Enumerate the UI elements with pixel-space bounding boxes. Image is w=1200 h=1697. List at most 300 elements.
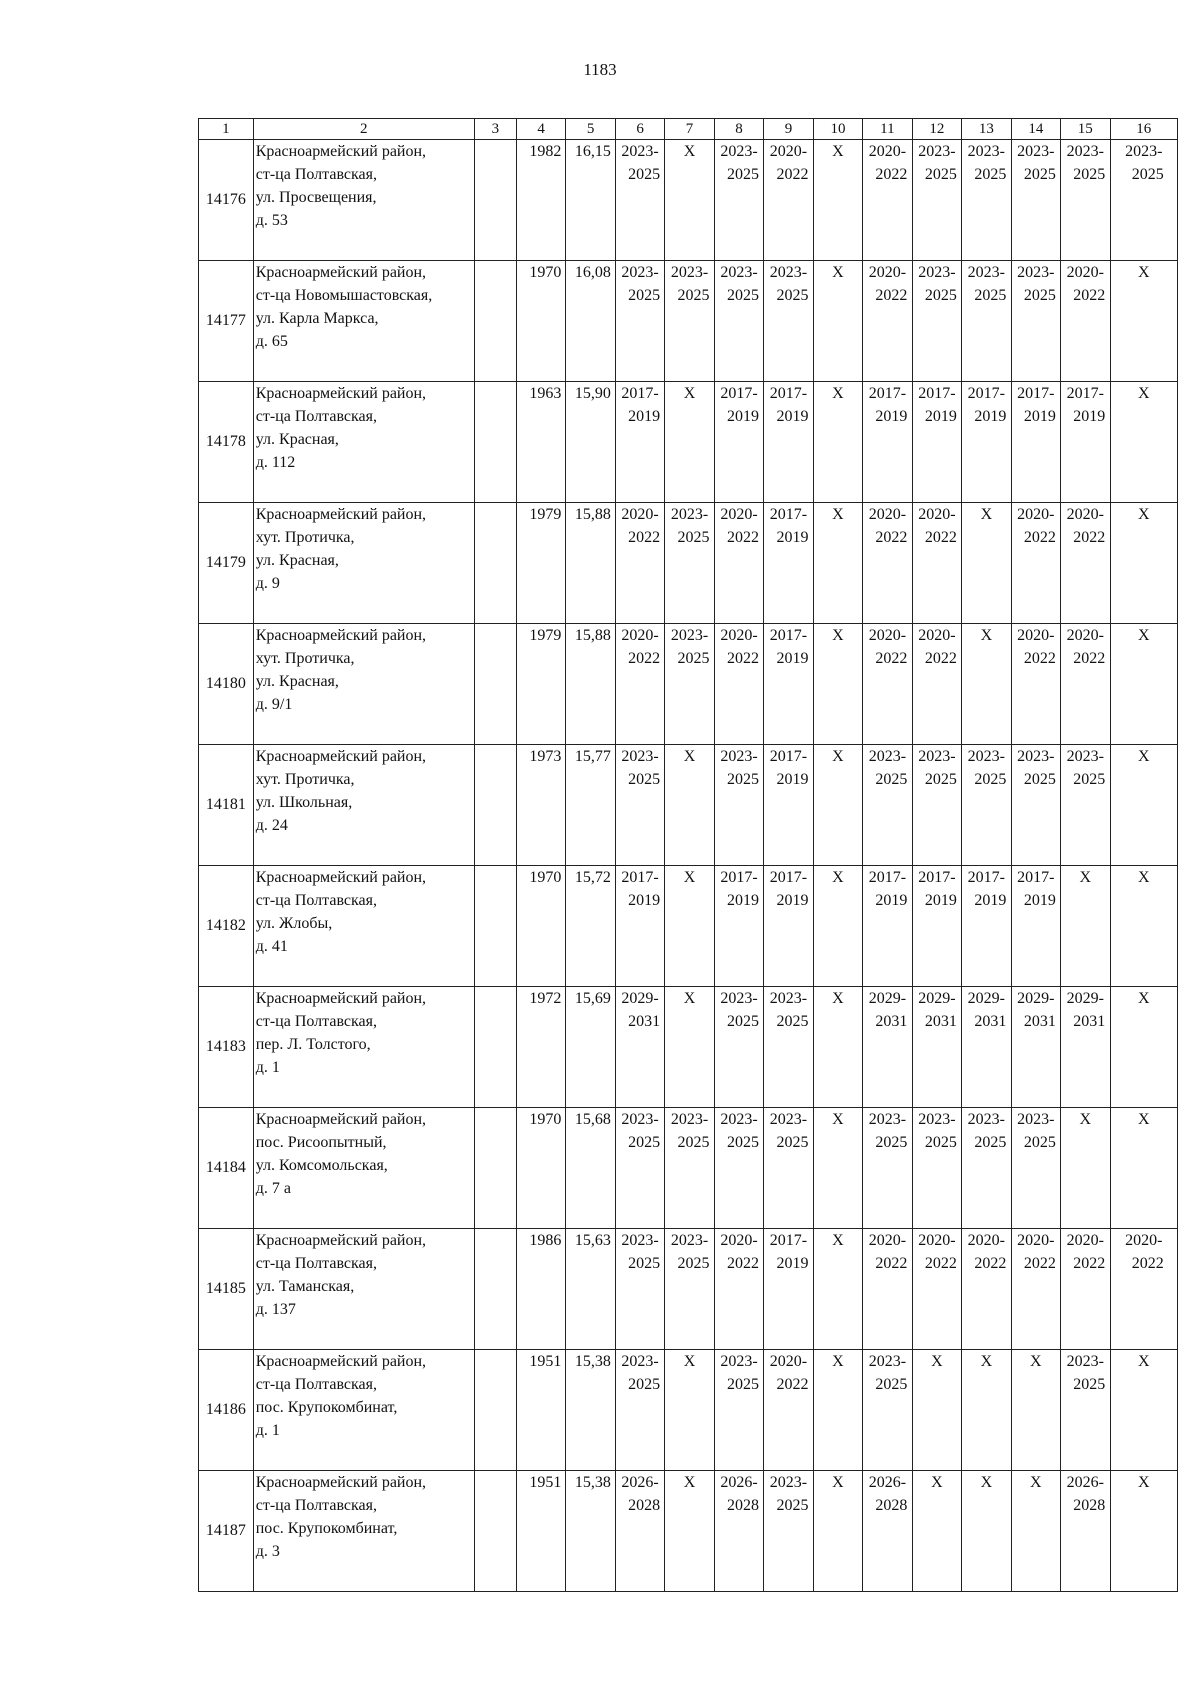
record-number-cell: 14176 [199,140,254,261]
period-cell [764,866,813,987]
period-start: X [1137,385,1150,402]
address-line: д. 53 [255,212,288,229]
period-end: 2022 [924,529,957,546]
empty-cell [474,1471,516,1592]
address-line: д. 112 [255,454,296,471]
period-end: 2028 [727,1497,759,1514]
empty-cell [474,140,516,261]
period-start: 2020- [967,1232,1005,1249]
table-row [199,624,1178,745]
period-end: 2019 [924,408,957,425]
period-end: 2019 [875,892,908,909]
period-start: 2023- [720,143,758,160]
period-cell [764,1350,813,1471]
address-line: д. 9/1 [255,696,293,713]
period-cell [665,382,714,503]
record-number-cell: 14177 [199,261,254,382]
period-cell [714,1350,763,1471]
period-cell [863,987,912,1108]
period-start: 2023- [720,1111,758,1128]
address-line: Красноармейский район, [255,143,427,160]
period-cell [962,624,1011,745]
period-start: 2026- [1066,1474,1104,1491]
column-number-cell: 7 [665,119,714,140]
period-cell [912,382,961,503]
period-start: X [1137,264,1150,281]
period-start: X [1137,506,1150,523]
address-line: Красноармейский район, [255,869,427,886]
period-start: 2023- [918,1111,956,1128]
period-start: X [1137,1474,1150,1491]
period-start: 2029- [1017,990,1055,1007]
address-cell [253,745,474,866]
address-cell [253,261,474,382]
period-start: 2017- [1066,385,1104,402]
address-line: Красноармейский район, [255,1474,427,1491]
period-start: 2020- [918,506,956,523]
period-cell [813,866,862,987]
period-cell [665,140,714,261]
period-start: 2023- [769,264,808,281]
empty-cell [474,1229,516,1350]
period-start: 2023- [967,143,1005,160]
period-start: 2020- [1125,1232,1163,1249]
value-cell: 15,63 [566,1229,615,1350]
period-end: 2025 [1023,287,1056,304]
period-end: 2025 [776,1497,809,1514]
period-cell [665,261,714,382]
period-cell [615,382,664,503]
period-cell [1061,261,1110,382]
record-number-cell: 14180 [199,624,254,745]
period-start: 2023- [720,1353,758,1370]
address-cell [253,624,474,745]
period-start: X [980,627,993,644]
address-line: Красноармейский район, [255,506,427,523]
column-number-cell: 5 [566,119,615,140]
period-cell [962,1229,1011,1350]
period-cell [962,745,1011,866]
period-cell [912,866,961,987]
period-cell [962,261,1011,382]
column-number-cell: 9 [764,119,813,140]
period-start: 2020- [1066,1232,1104,1249]
period-start: 2017- [769,627,808,644]
period-start: 2023- [720,748,758,765]
period-start: X [1030,1353,1042,1370]
period-start: 2017- [918,385,956,402]
period-cell [1061,1229,1110,1350]
period-cell [1011,1350,1060,1471]
period-start: X [1137,1111,1150,1128]
period-cell [912,1229,961,1350]
period-cell [813,382,862,503]
build-year-cell: 1979 [516,503,565,624]
period-end: 2025 [776,1134,809,1151]
address-line: хут. Протичка, [255,650,355,667]
period-cell [665,745,714,866]
record-number-cell: 14182 [199,866,254,987]
period-end: 2025 [727,1376,759,1393]
period-start: 2020- [720,627,758,644]
period-end: 2022 [1073,287,1106,304]
period-start: 2020- [868,506,907,523]
period-end: 2025 [628,287,661,304]
table-row [199,1350,1178,1471]
period-start: X [832,1474,844,1491]
table-row [199,987,1178,1108]
period-end: 2025 [727,1013,759,1030]
column-number-cell: 8 [714,119,763,140]
period-end: 2022 [776,1376,809,1393]
period-start: 2026- [720,1474,758,1491]
period-start: X [832,990,844,1007]
period-cell [1110,1108,1177,1229]
period-end: 2028 [1073,1497,1106,1514]
period-start: 2023- [621,1232,659,1249]
period-start: X [683,1474,696,1491]
record-number-cell: 14179 [199,503,254,624]
period-end: 2025 [875,1376,908,1393]
period-start: 2020- [720,506,758,523]
period-end: 2022 [727,1255,759,1272]
period-end: 2025 [924,166,957,183]
column-number-cell: 2 [253,119,474,140]
period-end: 2022 [924,650,957,667]
period-end: 2022 [1023,1255,1056,1272]
address-line: д. 41 [255,938,288,955]
period-end: 2025 [727,287,759,304]
column-number-row [199,119,1178,140]
period-cell [764,503,813,624]
period-start: 2029- [868,990,907,1007]
period-end: 2025 [924,771,957,788]
period-cell [714,745,763,866]
period-cell [863,1350,912,1471]
period-cell [813,261,862,382]
period-start: X [832,869,844,886]
build-year-cell: 1979 [516,624,565,745]
period-cell [1011,1471,1060,1592]
period-start: 2023- [769,1111,808,1128]
build-year-cell: 1982 [516,140,565,261]
period-start: 2023- [670,264,709,281]
period-cell [962,503,1011,624]
period-start: X [683,869,696,886]
table-row [199,503,1178,624]
period-start: 2017- [769,1232,808,1249]
period-cell [1011,745,1060,866]
period-cell [665,624,714,745]
address-line: ст-ца Полтавская, [255,892,377,909]
period-cell [813,745,862,866]
record-number-cell: 14181 [199,745,254,866]
period-cell [714,866,763,987]
record-number-cell: 14178 [199,382,254,503]
period-cell [912,624,961,745]
address-line: ст-ца Полтавская, [255,408,377,425]
period-start: 2023- [1017,143,1055,160]
table-row [199,1108,1178,1229]
period-start: 2020- [868,1232,907,1249]
period-start: 2029- [967,990,1005,1007]
empty-cell [474,382,516,503]
address-line: ст-ца Полтавская, [255,1497,377,1514]
build-year-cell: 1970 [516,866,565,987]
period-start: X [1030,1474,1042,1491]
period-start: 2020- [720,1232,758,1249]
address-line: д. 137 [255,1301,296,1318]
period-cell [1110,1471,1177,1592]
period-start: 2023- [1017,1111,1055,1128]
address-line: ст-ца Полтавская, [255,166,377,183]
period-end: 2022 [974,1255,1007,1272]
value-cell: 15,69 [566,987,615,1108]
period-start: 2020- [621,627,659,644]
period-cell [863,745,912,866]
value-cell: 15,88 [566,624,615,745]
period-start: 2023- [967,1111,1005,1128]
column-number-cell: 13 [962,119,1011,140]
build-year-cell: 1951 [516,1471,565,1592]
period-start: 2029- [1066,990,1104,1007]
period-end: 2022 [875,1255,908,1272]
period-cell [714,1108,763,1229]
period-start: 2020- [769,1353,808,1370]
period-cell [615,1471,664,1592]
period-start: X [1137,627,1150,644]
period-cell [1110,503,1177,624]
period-end: 2028 [875,1497,908,1514]
value-cell: 15,68 [566,1108,615,1229]
period-start: X [832,748,844,765]
period-end: 2025 [974,166,1007,183]
period-start: 2023- [918,143,956,160]
address-line: ст-ца Полтавская, [255,1255,377,1272]
address-cell [253,987,474,1108]
address-line: ул. Красная, [255,673,339,690]
period-cell [813,1350,862,1471]
period-start: 2020- [1017,627,1055,644]
period-end: 2031 [974,1013,1007,1030]
period-cell [665,866,714,987]
period-start: 2026- [868,1474,907,1491]
period-start: 2023- [621,1353,659,1370]
period-cell [1110,987,1177,1108]
period-cell [1061,987,1110,1108]
period-end: 2022 [1073,650,1106,667]
period-start: 2020- [868,264,907,281]
period-cell [665,503,714,624]
address-line: пос. Крупокомбинат, [255,1399,398,1416]
address-cell [253,1108,474,1229]
address-line: пос. Крупокомбинат, [255,1520,398,1537]
period-cell [1061,624,1110,745]
period-end: 2025 [974,287,1007,304]
address-cell [253,1471,474,1592]
period-end: 2019 [924,892,957,909]
period-cell [615,866,664,987]
period-end: 2025 [974,771,1007,788]
period-end: 2019 [727,892,759,909]
period-cell [615,140,664,261]
column-number-cell: 4 [516,119,565,140]
period-end: 2022 [776,166,809,183]
period-cell [714,624,763,745]
column-number-cell: 1 [199,119,254,140]
period-end: 2025 [1023,166,1056,183]
period-start: 2020- [1066,264,1104,281]
period-end: 2019 [776,650,809,667]
period-end: 2025 [628,1134,661,1151]
address-line: Красноармейский район, [255,1111,427,1128]
record-number-cell: 14187 [199,1471,254,1592]
address-line: пос. Рисоопытный, [255,1134,387,1151]
period-start: 2017- [621,869,659,886]
period-end: 2019 [628,408,661,425]
period-start: X [1079,869,1092,886]
period-start: 2017- [918,869,956,886]
address-line: хут. Протичка, [255,529,355,546]
period-start: 2017- [720,385,758,402]
period-start: X [980,1474,993,1491]
period-start: 2017- [769,506,808,523]
period-cell [1061,745,1110,866]
period-start: 2020- [918,1232,956,1249]
period-cell [1011,987,1060,1108]
period-start: X [980,506,993,523]
period-end: 2031 [1073,1013,1106,1030]
period-end: 2019 [974,892,1007,909]
period-end: 2022 [875,529,908,546]
empty-cell [474,1108,516,1229]
period-start: X [832,1232,844,1249]
period-start: 2023- [1066,1353,1104,1370]
period-end: 2028 [628,1497,661,1514]
period-end: 2025 [924,1134,957,1151]
period-cell [764,1229,813,1350]
period-cell [912,1471,961,1592]
empty-cell [474,261,516,382]
period-end: 2019 [776,408,809,425]
period-start: X [832,506,844,523]
period-end: 2031 [875,1013,908,1030]
period-end: 2025 [727,771,759,788]
period-end: 2019 [974,408,1007,425]
period-start: 2017- [1017,869,1055,886]
period-cell [863,503,912,624]
period-cell [764,745,813,866]
column-number-cell: 14 [1011,119,1060,140]
period-start: X [1079,1111,1092,1128]
period-start: X [980,1353,993,1370]
period-end: 2025 [974,1134,1007,1151]
period-cell [912,1350,961,1471]
address-line: ул. Просвещения, [255,189,377,206]
period-cell [615,987,664,1108]
period-end: 2025 [924,287,957,304]
period-start: 2020- [1066,627,1104,644]
period-end: 2025 [628,166,661,183]
period-cell [863,866,912,987]
address-line: д. 1 [255,1059,280,1076]
period-start: 2029- [621,990,659,1007]
period-start: 2023- [868,1353,907,1370]
empty-cell [474,503,516,624]
period-start: 2017- [720,869,758,886]
period-start: X [931,1474,943,1491]
record-number-cell: 14186 [199,1350,254,1471]
address-cell [253,140,474,261]
period-cell [1110,382,1177,503]
value-cell: 15,77 [566,745,615,866]
address-line: хут. Протичка, [255,771,355,788]
period-cell [863,140,912,261]
period-start: X [832,1111,844,1128]
period-cell [1110,866,1177,987]
page-number: 1183 [583,60,617,79]
period-cell [962,1350,1011,1471]
period-end: 2025 [1023,1134,1056,1151]
table-row [199,866,1178,987]
period-cell [912,1108,961,1229]
address-cell [253,866,474,987]
period-cell [665,1471,714,1592]
period-start: 2023- [769,990,808,1007]
period-cell [1061,866,1110,987]
period-cell [813,140,862,261]
period-cell [912,987,961,1108]
period-start: 2020- [868,143,907,160]
period-cell [764,140,813,261]
period-end: 2025 [776,287,809,304]
period-start: X [1137,1353,1150,1370]
period-start: X [1137,990,1150,1007]
address-line: д. 24 [255,817,288,834]
record-number-cell: 14185 [199,1229,254,1350]
build-year-cell: 1972 [516,987,565,1108]
period-end: 2022 [924,1255,957,1272]
period-end: 2025 [677,650,710,667]
period-cell [863,624,912,745]
period-end: 2022 [727,529,759,546]
period-cell [665,987,714,1108]
period-cell [615,1108,664,1229]
period-start: 2023- [621,264,659,281]
period-start: 2023- [720,990,758,1007]
table-row [199,1471,1178,1592]
build-year-cell: 1970 [516,261,565,382]
period-start: X [832,1353,844,1370]
address-line: д. 1 [255,1422,280,1439]
period-cell [1110,624,1177,745]
period-end: 2025 [727,166,759,183]
address-line: пер. Л. Толстого, [255,1036,371,1053]
address-cell [253,503,474,624]
period-end: 2025 [875,1134,908,1151]
period-start: 2017- [769,748,808,765]
period-cell [813,503,862,624]
value-cell: 15,90 [566,382,615,503]
period-end: 2031 [924,1013,957,1030]
period-cell [912,503,961,624]
period-start: 2023- [967,264,1005,281]
period-start: X [832,385,844,402]
period-cell [1011,140,1060,261]
period-cell [1110,745,1177,866]
period-cell [1061,382,1110,503]
period-end: 2019 [776,771,809,788]
